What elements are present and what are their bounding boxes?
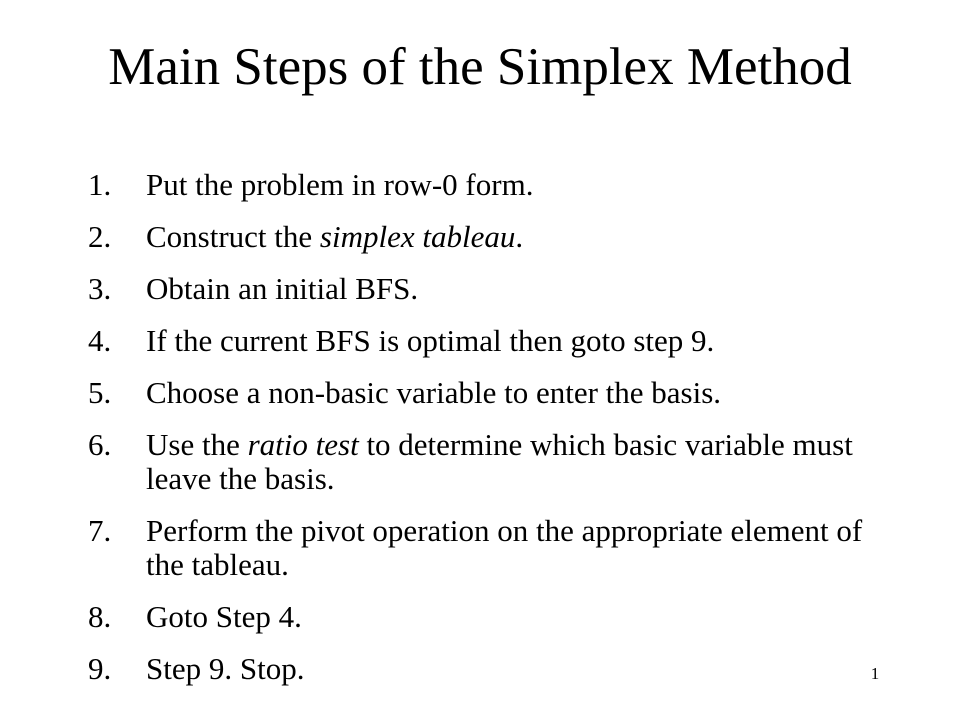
step-number: 9. — [88, 651, 112, 686]
list-item — [88, 514, 868, 582]
list-item — [88, 168, 868, 202]
steps-list — [88, 168, 868, 704]
step-number: 5. — [88, 375, 112, 410]
step-number: 6. — [88, 427, 112, 462]
list-item — [88, 376, 868, 410]
step-text — [146, 514, 868, 582]
step-text-segment: Step 9. Stop. — [146, 651, 305, 686]
step-number: 1. — [88, 167, 112, 202]
step-text — [146, 220, 868, 254]
step-text — [146, 600, 868, 634]
step-number: 8. — [88, 599, 112, 634]
list-item — [88, 600, 868, 634]
step-text — [146, 652, 868, 686]
step-text-segment: Choose a non-basic variable to enter the basis. — [146, 375, 722, 410]
list-item — [88, 220, 868, 254]
step-text-segment: to determine which basic variable must leave the basis. — [146, 427, 853, 496]
step-text-segment: . — [515, 219, 524, 254]
step-text — [146, 376, 868, 410]
list-item — [88, 428, 868, 496]
step-number: 4. — [88, 323, 112, 358]
emphasized-term: ratio test — [247, 427, 359, 462]
step-text — [146, 272, 868, 306]
list-item — [88, 272, 868, 306]
step-text — [146, 168, 868, 202]
step-text-segment: Put the problem in row-0 form. — [146, 167, 534, 202]
list-item — [88, 324, 868, 358]
slide-title: Main Steps of the Simplex Method — [108, 38, 852, 96]
step-number: 7. — [88, 513, 112, 548]
page-number: 1 — [870, 664, 880, 683]
step-text-segment: Use the — [146, 427, 248, 462]
step-text-segment: Construct the — [146, 219, 320, 254]
step-text-segment: If the current BFS is optimal then goto step 9. — [146, 323, 715, 358]
step-number: 2. — [88, 219, 112, 254]
step-text — [146, 428, 868, 496]
step-number: 3. — [88, 271, 112, 306]
list-item — [88, 652, 868, 686]
step-text-segment: Obtain an initial BFS. — [146, 271, 419, 306]
step-text-segment: Perform the pivot operation on the appropriate element of the tableau. — [146, 513, 863, 582]
emphasized-term: simplex tableau — [319, 219, 516, 254]
step-text-segment: Goto Step 4. — [146, 599, 302, 634]
step-text — [146, 324, 868, 358]
